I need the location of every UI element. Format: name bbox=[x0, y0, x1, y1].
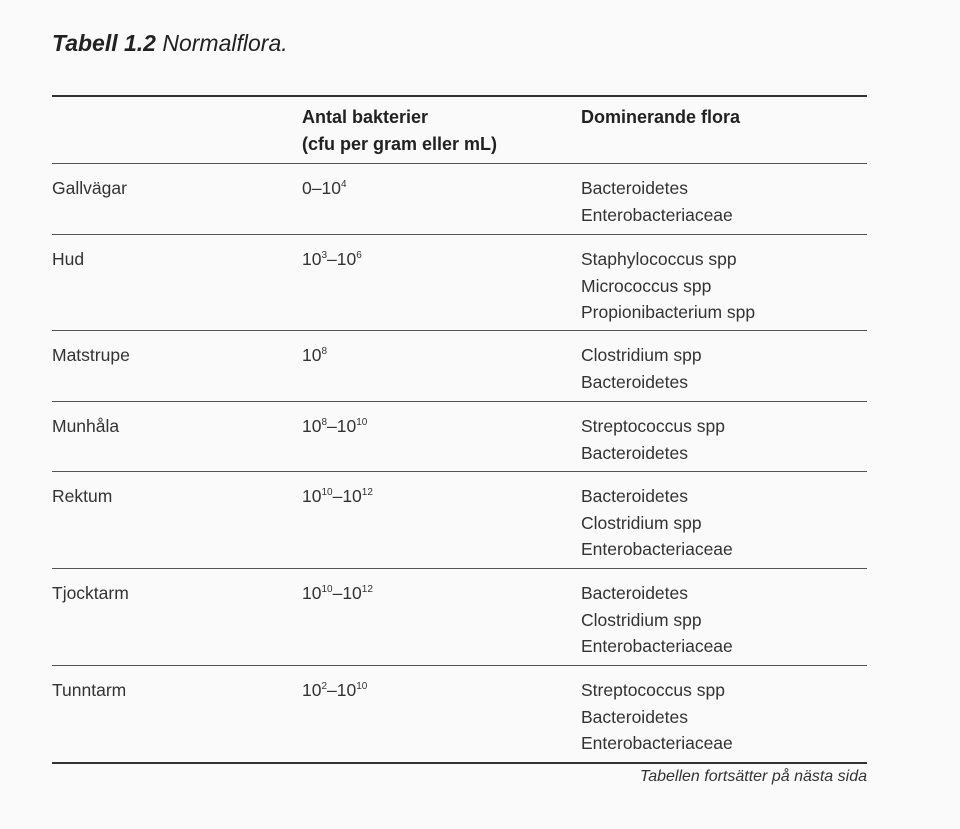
row-rule bbox=[52, 471, 867, 472]
table-caption bbox=[52, 30, 288, 57]
row-flora bbox=[581, 413, 725, 466]
row-site: Hud bbox=[52, 249, 85, 269]
row-site: Tjocktarm bbox=[52, 583, 129, 603]
flora-item: Enterobacteriaceae bbox=[581, 636, 733, 656]
flora-item: Clostridium spp bbox=[581, 345, 702, 365]
flora-item: Propionibacterium spp bbox=[581, 302, 756, 322]
row-count: $10^8-10^{10}$ bbox=[302, 416, 368, 436]
row-site: Matstrupe bbox=[52, 345, 130, 365]
row-site: Rektum bbox=[52, 486, 113, 506]
flora-item: Clostridium spp bbox=[581, 609, 702, 630]
row-flora bbox=[581, 246, 755, 326]
row-flora bbox=[581, 677, 733, 757]
row-rule bbox=[52, 401, 867, 402]
header-count bbox=[302, 104, 497, 158]
flora-item: Enterobacteriaceae bbox=[581, 539, 733, 559]
row-site: Tunntarm bbox=[52, 680, 127, 700]
row-rule bbox=[52, 568, 867, 569]
flora-item: Bacteroidetes bbox=[581, 583, 689, 603]
row-site: Gallvägar bbox=[52, 178, 127, 198]
flora-item: Enterobacteriaceae bbox=[581, 204, 733, 225]
flora-item: Bacteroidetes bbox=[581, 442, 689, 463]
flora-item: Bacteroidetes bbox=[581, 371, 689, 392]
row-flora bbox=[581, 580, 733, 660]
row-rule bbox=[52, 234, 867, 235]
header-count-line1: Antal bakterier bbox=[302, 107, 429, 127]
flora-item: Staphylococcus spp bbox=[581, 249, 737, 269]
flora-item: Enterobacteriaceae bbox=[581, 733, 733, 753]
header-count-line2: (cfu per gram eller mL) bbox=[302, 134, 498, 154]
header-flora: Dominerande flora bbox=[581, 107, 741, 127]
row-site: Munhåla bbox=[52, 416, 120, 436]
flora-item: Clostridium spp bbox=[581, 512, 702, 533]
flora-item: Micrococcus spp bbox=[581, 275, 712, 296]
flora-item: Streptococcus spp bbox=[581, 680, 725, 700]
row-flora bbox=[581, 483, 733, 563]
row-count: $10^{10}-10^{12}$ bbox=[302, 583, 373, 603]
table-top-rule bbox=[52, 95, 867, 97]
table-caption-label: Tabell 1.2 bbox=[52, 30, 156, 56]
table-caption-title: Normalflora. bbox=[162, 30, 288, 56]
flora-item: Bacteroidetes bbox=[581, 486, 689, 506]
flora-item: Bacteroidetes bbox=[581, 178, 689, 198]
row-flora bbox=[581, 342, 702, 395]
flora-item: Bacteroidetes bbox=[581, 706, 689, 727]
flora-item: Streptococcus spp bbox=[581, 416, 725, 436]
row-count: $10^3-10^6$ bbox=[302, 249, 362, 269]
row-count: $10^{10}-10^{12}$ bbox=[302, 486, 373, 506]
header-rule bbox=[52, 163, 867, 164]
row-count: $10^2-10^{10}$ bbox=[302, 680, 368, 700]
continuation-note: Tabellen fortsätter på nästa sida bbox=[639, 768, 867, 785]
row-count: $0-10^4$ bbox=[302, 178, 347, 198]
row-count: $10^8$ bbox=[302, 345, 328, 365]
row-rule bbox=[52, 665, 867, 666]
row-flora bbox=[581, 175, 733, 228]
table-bottom-rule bbox=[52, 762, 867, 764]
row-rule bbox=[52, 330, 867, 331]
